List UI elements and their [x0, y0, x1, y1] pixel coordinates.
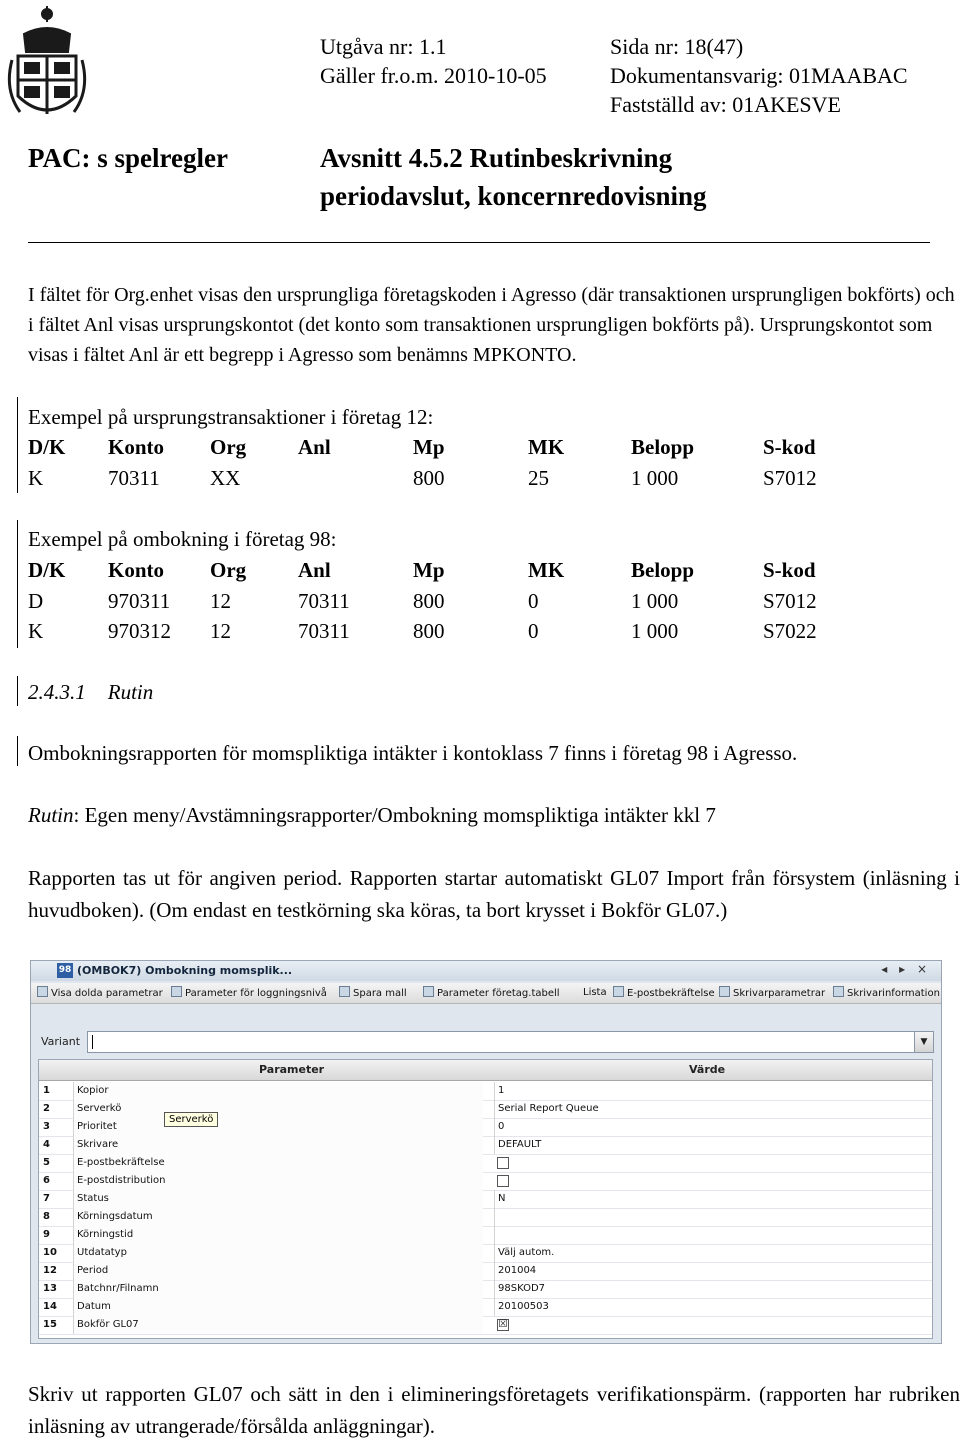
parameter-value[interactable]: 201004	[494, 1262, 924, 1280]
subsection-number: 2.4.3.1	[28, 680, 86, 704]
parameter-name: Skrivare	[73, 1136, 483, 1154]
example1-caption: Exempel på ursprungstransaktioner i företag 12:	[28, 405, 434, 429]
row-number: 4	[43, 1139, 50, 1150]
col-header: MK	[528, 435, 565, 459]
toolbar-printer-params[interactable]: Skrivarparametrar	[719, 986, 825, 1001]
col-header: Konto	[108, 558, 165, 582]
parameter-name: Bokför GL07	[73, 1316, 483, 1334]
parameter-name: Batchnr/Filnamn	[73, 1280, 483, 1298]
col-header: Mp	[413, 558, 445, 582]
parameter-value[interactable]: Serial Report Queue	[494, 1100, 924, 1118]
col-header: S-kod	[763, 435, 816, 459]
subsection-heading	[28, 677, 153, 707]
col-header: Belopp	[631, 435, 695, 459]
col-header: Org	[210, 558, 247, 582]
window-titlebar	[31, 961, 941, 981]
toolbar-icon	[423, 986, 434, 997]
row-number: 3	[43, 1121, 50, 1132]
toolbar-save-template[interactable]: Spara mall	[339, 986, 407, 1001]
rutin-label: Rutin	[28, 803, 74, 827]
agresso-screenshot	[30, 960, 942, 1344]
parameter-grid	[38, 1059, 933, 1339]
row-number: 5	[43, 1157, 50, 1168]
toolbar-email-confirm[interactable]: E-postbekräftelse	[613, 986, 715, 1001]
report-run-paragraph: Rapporten tas ut för angiven period. Rapporten startar automatiskt GL07 Import från försystem (inläsning i huvudboken). (Om endast en testkörning ska köras, ta bort krysset i Bokför GL07.)	[28, 866, 960, 922]
parameter-value[interactable]	[494, 1208, 924, 1226]
parameter-value[interactable]: 1	[494, 1082, 924, 1100]
header-divider	[28, 242, 930, 243]
grid-row[interactable]	[39, 1298, 932, 1317]
toolbar-icon	[171, 986, 182, 997]
grid-row[interactable]	[39, 1190, 932, 1209]
parameter-name: Status	[73, 1190, 483, 1208]
report-location-text: Ombokningsrapporten för momspliktiga intäkter i kontoklass 7 finns i företag 98 i Agresso.	[28, 741, 798, 765]
row-number: 12	[43, 1265, 57, 1276]
variant-dropdown-button[interactable]: ▼	[914, 1031, 934, 1053]
change-bar	[17, 676, 18, 706]
row-number: 13	[43, 1283, 57, 1294]
col-header: Mp	[413, 435, 445, 459]
info-icon	[833, 986, 844, 997]
col-header: S-kod	[763, 558, 816, 582]
grid-row[interactable]	[39, 1082, 932, 1101]
grid-row[interactable]	[39, 1226, 932, 1245]
printer-icon	[719, 986, 730, 997]
document-title: PAC: s spelregler	[28, 143, 228, 173]
parameter-name: Datum	[73, 1298, 483, 1316]
row-number: 8	[43, 1211, 50, 1222]
grid-header	[39, 1060, 932, 1081]
parameter-value[interactable]	[494, 1226, 924, 1244]
grid-row[interactable]	[39, 1172, 932, 1191]
parameter-name: Prioritet	[73, 1118, 483, 1136]
grid-row[interactable]	[39, 1244, 932, 1263]
parameter-value[interactable]: Välj autom.	[494, 1244, 924, 1262]
grid-row[interactable]	[39, 1316, 932, 1335]
toolbar-printer-info[interactable]: Skrivarinformation	[833, 986, 940, 1001]
variant-input[interactable]	[87, 1031, 929, 1053]
document-owner: Dokumentansvarig: 01MAABAC	[610, 63, 908, 88]
row-number: 15	[43, 1319, 57, 1330]
row-number: 9	[43, 1229, 50, 1240]
col-header: MK	[528, 558, 565, 582]
col-header: Anl	[298, 558, 331, 582]
mail-icon	[613, 986, 624, 997]
grid-row[interactable]	[39, 1280, 932, 1299]
approved-by: Fastställd av: 01AKESVE	[610, 92, 841, 117]
change-bar	[17, 736, 18, 766]
parameter-name: Period	[73, 1262, 483, 1280]
change-bar	[17, 520, 18, 648]
col-header: Org	[210, 435, 247, 459]
col-header-value: Värde	[689, 1063, 726, 1076]
parameter-name: Körningsdatum	[73, 1208, 483, 1226]
toolbar-show-hidden[interactable]: Visa dolda parametrar	[37, 986, 163, 1001]
rutin-line	[28, 800, 716, 830]
intro-paragraph: I fältet för Org.enhet visas den ursprungliga företagskoden i Agresso (där transaktionen ursprungligen bokförts) och i fältet Anl visas ursprungskontot (det konto som transaktionen ursprungligen bokförts på). Ursprungskontot som visas i fältet Anl är ett begrepp i Agresso som benämns MPKONTO.	[28, 284, 955, 366]
row-number: 2	[43, 1103, 50, 1114]
valid-from-date: Gäller fr.o.m. 2010-10-05	[320, 63, 547, 88]
parameter-name: E-postdistribution	[73, 1172, 483, 1190]
section-title-line2: periodavslut, koncernredovisning	[320, 181, 707, 211]
parameter-name: E-postbekräftelse	[73, 1154, 483, 1172]
parameter-name: Serverkö	[73, 1100, 483, 1118]
row-number: 7	[43, 1193, 50, 1204]
edition-number: Utgåva nr: 1.1	[320, 34, 447, 59]
section-title-line1: Avsnitt 4.5.2 Rutinbeskrivning	[320, 143, 673, 173]
grid-row[interactable]	[39, 1154, 932, 1173]
toolbar	[31, 983, 941, 1004]
row-number: 10	[43, 1247, 57, 1258]
page-number: Sida nr: 18(47)	[610, 34, 744, 59]
parameter-name: Körningstid	[73, 1226, 483, 1244]
grid-row[interactable]	[39, 1208, 932, 1227]
closing-paragraph: Skriv ut rapporten GL07 och sätt in den i elimineringsföretagets verifikationspärm. (rapporten har rubriken inläsning av utrangerade/försålda anläggningar).	[28, 1382, 960, 1438]
value-checkbox[interactable]: ☒	[498, 1319, 508, 1330]
toolbar-log-level[interactable]: Parameter för loggningsnivå	[171, 986, 327, 1001]
tooltip: Serverkö	[164, 1112, 218, 1127]
coat-of-arms-logo	[4, 0, 90, 128]
value-checkbox[interactable]	[497, 1157, 509, 1169]
col-header: Belopp	[631, 558, 695, 582]
window-title: (OMBOK7) Ombokning momsplik...	[77, 964, 293, 977]
col-header: D/K	[28, 435, 66, 459]
parameter-value[interactable]: 98SKOD7	[494, 1280, 924, 1298]
toolbar-list[interactable]: Lista	[583, 987, 607, 998]
text-cursor	[92, 1035, 93, 1049]
col-header: Konto	[108, 435, 165, 459]
row-number: 1	[43, 1085, 50, 1096]
col-header: Anl	[298, 435, 331, 459]
value-checkbox[interactable]	[497, 1175, 509, 1187]
parameter-value[interactable]: 0	[494, 1118, 924, 1136]
variant-label: Variant	[41, 1035, 81, 1048]
parameter-name: Utdatatyp	[73, 1244, 483, 1262]
col-header: D/K	[28, 558, 66, 582]
window-controls[interactable]: ◂ ▸ ×	[881, 962, 931, 976]
row-number: 6	[43, 1175, 50, 1186]
parameter-name: Kopior	[73, 1082, 483, 1100]
parameter-value[interactable]: N	[494, 1190, 924, 1208]
toolbar-icon	[37, 986, 48, 997]
change-bar	[17, 397, 18, 493]
company-badge: 98	[57, 963, 73, 978]
parameter-value[interactable]: DEFAULT	[494, 1136, 924, 1154]
col-header-parameter: Parameter	[259, 1063, 325, 1076]
row-number: 14	[43, 1301, 57, 1312]
grid-row[interactable]	[39, 1136, 932, 1155]
save-icon	[339, 986, 350, 997]
subsection-title: Rutin	[107, 680, 154, 704]
grid-row[interactable]	[39, 1262, 932, 1281]
rutin-path: : Egen meny/Avstämningsrapporter/Ombokning momspliktiga intäkter kkl 7	[73, 803, 716, 827]
example2-caption: Exempel på ombokning i företag 98:	[28, 527, 337, 551]
toolbar-company-table[interactable]: Parameter företag.tabell	[423, 986, 560, 1001]
parameter-value[interactable]: 20100503	[494, 1298, 924, 1316]
